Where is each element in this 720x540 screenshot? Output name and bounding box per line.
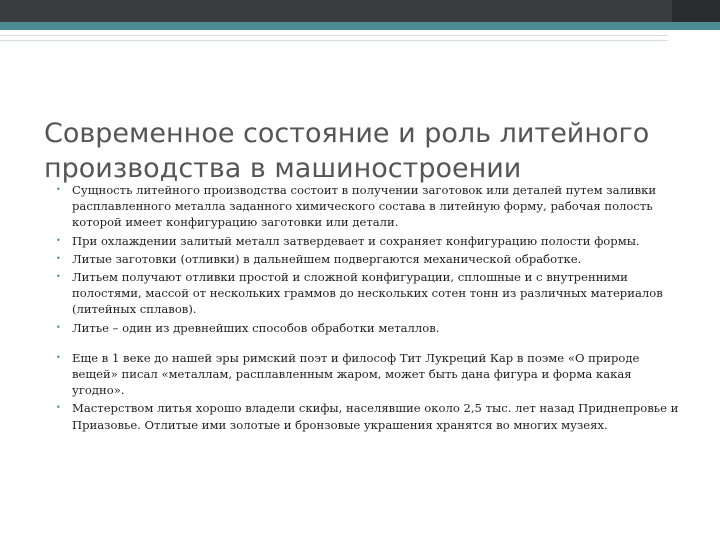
header-accent-band — [0, 22, 720, 30]
bullet-item — [56, 350, 686, 399]
bullet-item — [56, 233, 686, 249]
bullet-text: Еще в 1 веке до нашей эры римский поэт и философ Тит Лукреций Кар в поэме «О природе вещей» писал «металлам, расплавленным жаром, может быть дана фигура и форма какая угодно». — [72, 350, 640, 398]
bullet-item — [56, 400, 686, 432]
slide-title: Современное состояние и роль литейного производства в машиностроении — [44, 118, 650, 185]
bullet-item — [56, 251, 686, 267]
header-corner-tab — [672, 0, 720, 24]
bullet-icon: • — [56, 253, 61, 263]
bullet-item — [56, 269, 686, 318]
header-rule — [0, 35, 668, 36]
bullet-icon: • — [56, 272, 61, 282]
bullet-text: Сущность литейного производства состоит в получении заготовок или деталей путем заливки расплавленного металла заданного химического состава в литейную форму, рабочая полость которой имеет конфигурацию заготовки или детали. — [72, 183, 657, 230]
bullet-icon: • — [56, 352, 61, 362]
bullet-icon: • — [56, 235, 61, 245]
bullet-text: Литые заготовки (отливки) в дальнейшем подвергаются механической обработке. — [72, 251, 582, 266]
bullet-icon: • — [56, 322, 61, 332]
bullet-text: Литье – один из древнейших способов обработки металлов. — [72, 320, 440, 335]
header-rule-2 — [0, 40, 668, 41]
bullet-text: Литьем получают отливки простой и сложной конфигурации, сплошные и с внутренними полостями, массой от нескольких граммов до нескольких сотен тонн из различных материалов (литейных сплавов). — [72, 270, 663, 317]
bullet-text: При охлаждении залитый металл затвердевает и сохраняет конфигурацию полости формы. — [72, 233, 640, 248]
bullet-item — [56, 320, 686, 336]
bullet-list — [56, 182, 686, 435]
bullet-text: Мастерством литья хорошо владели скифы, населявшие около 2,5 тыс. лет назад Приднепровье и Приазовье. Отлитые ими золотые и бронзовые украшения хранятся во многих музеях. — [72, 401, 679, 432]
header-band — [0, 0, 720, 22]
bullet-item — [56, 182, 686, 231]
bullet-icon: • — [56, 185, 61, 194]
bullet-icon: • — [56, 403, 61, 413]
